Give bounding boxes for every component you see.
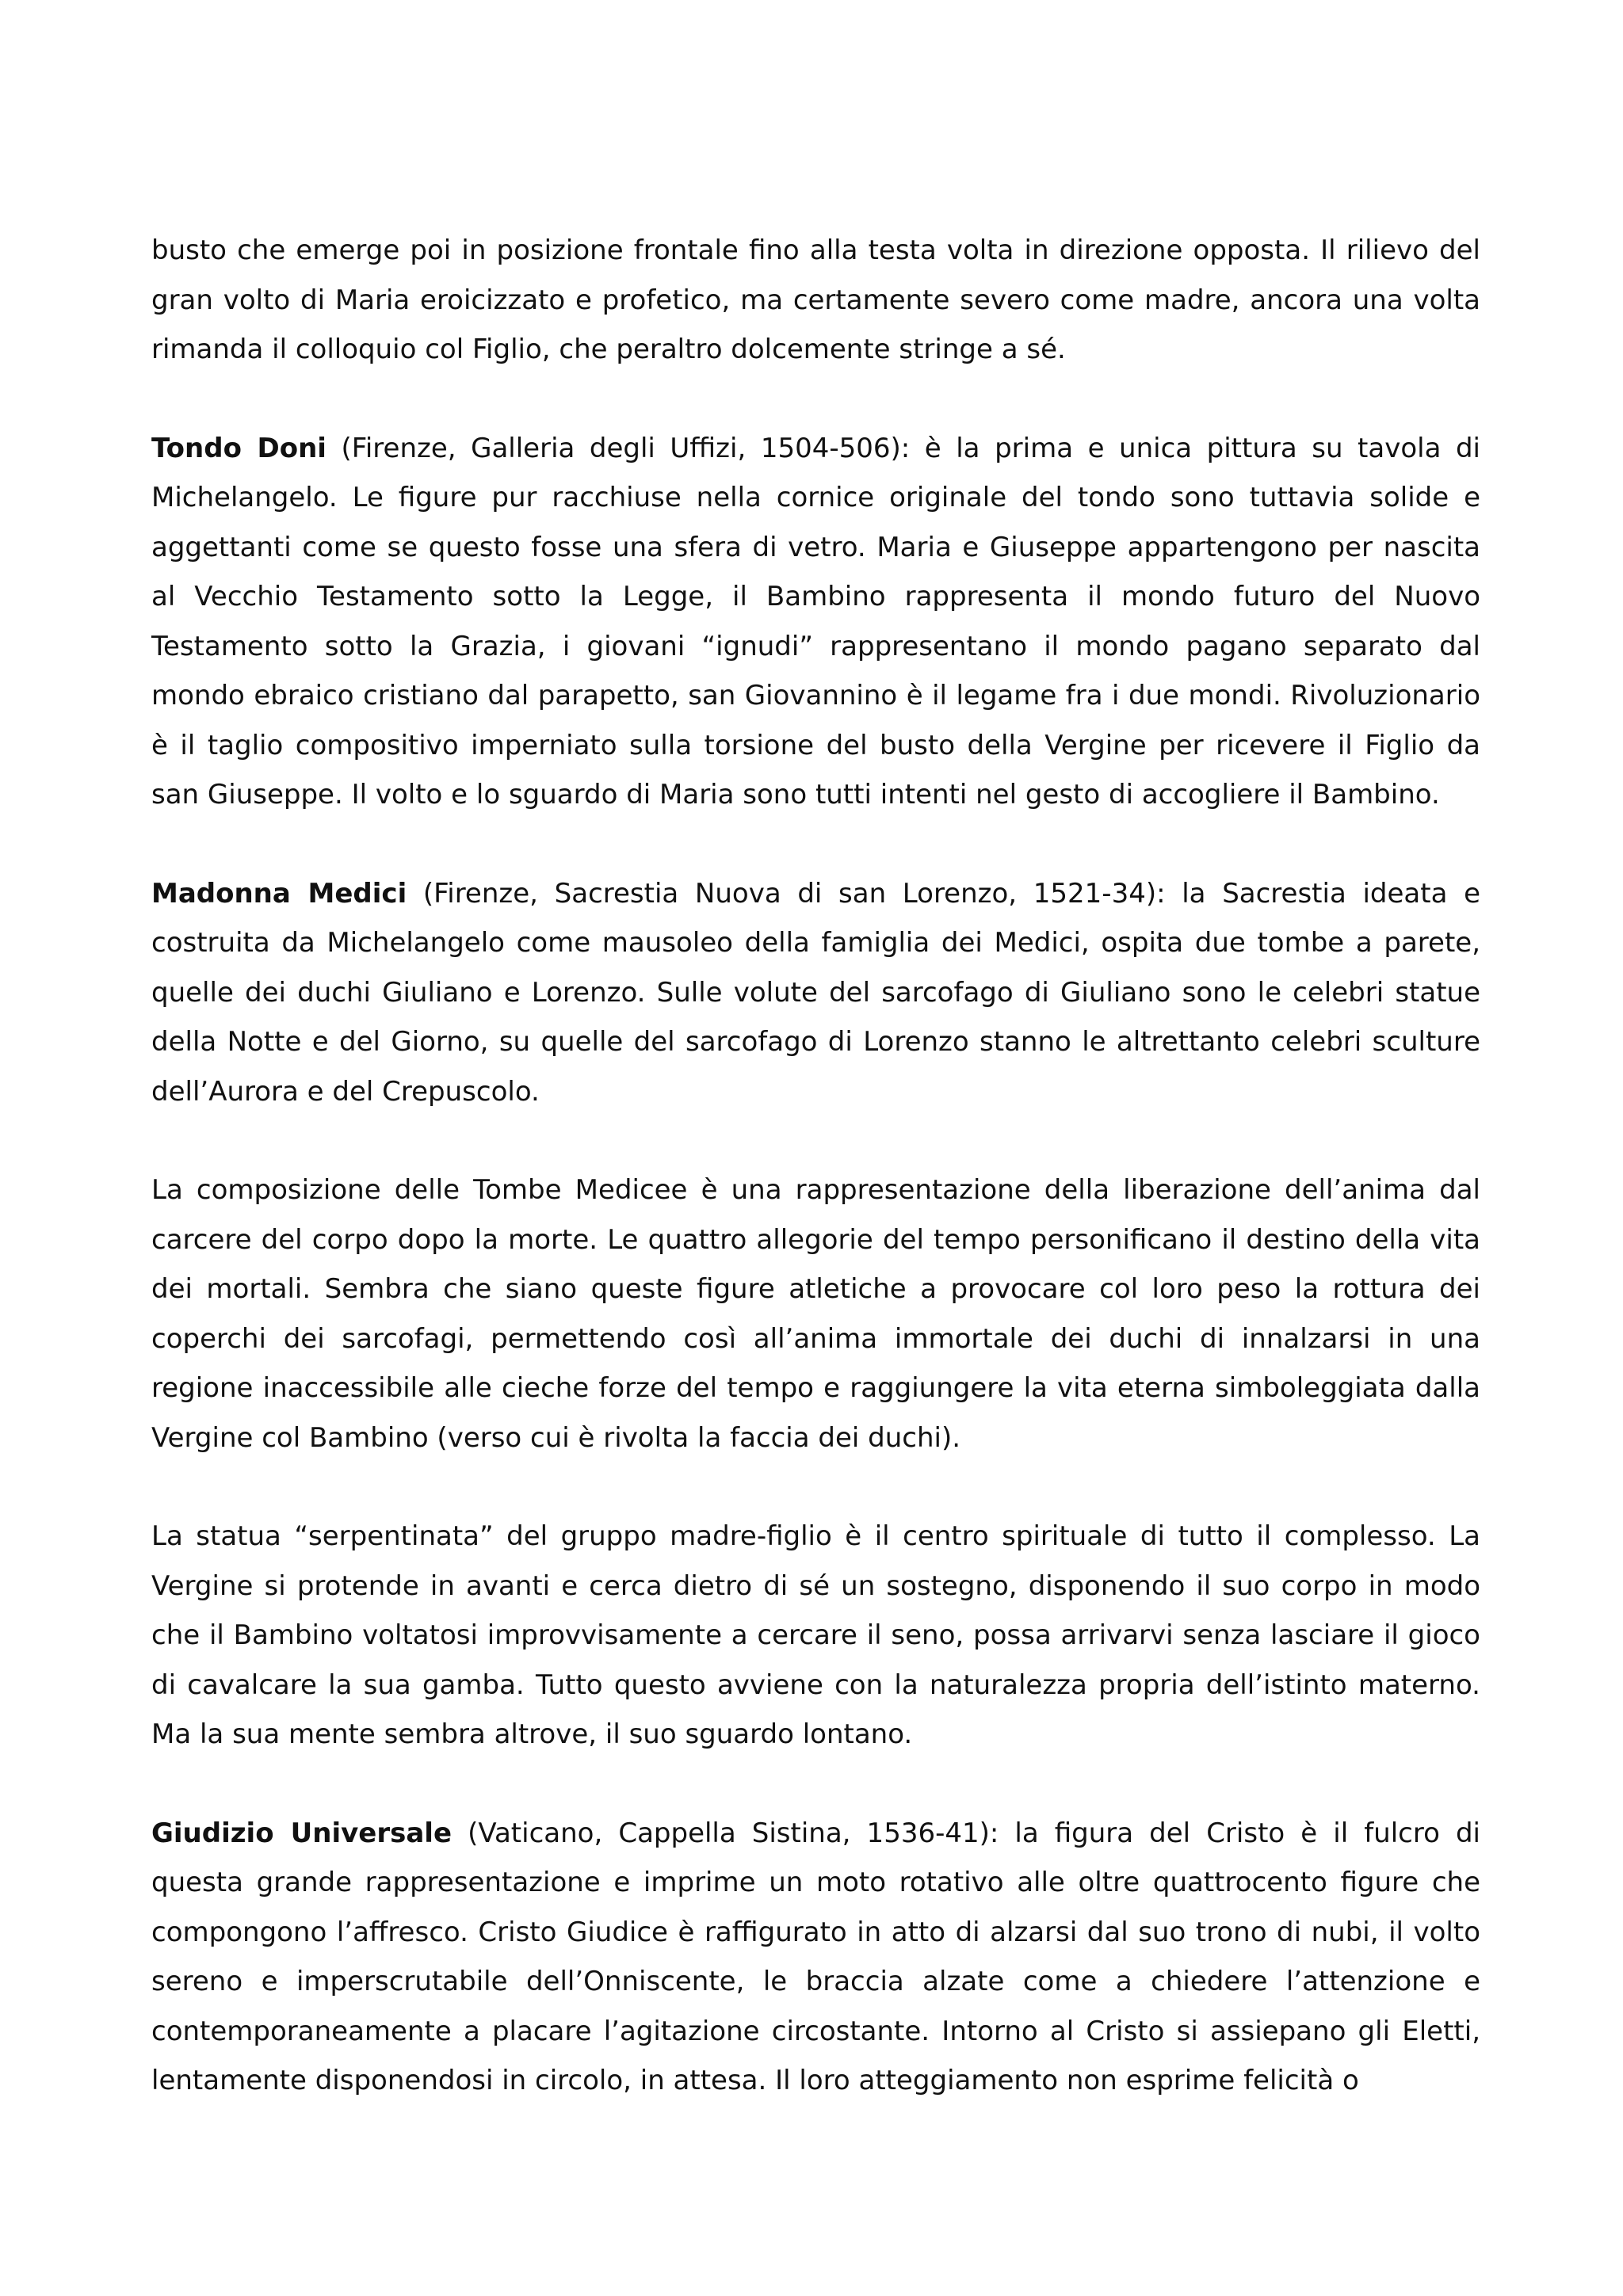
paragraph-tombe-medicee: [151, 1165, 1480, 1463]
paragraph-text: (Firenze, Galleria degli Uffizi, 1504-506): è la prima e unica pittura su tavola di Michelangelo. Le figure pur racchiuse nella cornice originale del tondo sono tuttavia solide e aggettanti come se questo fosse una sfera di vetro. Maria e Giuseppe appartengono per nascita al Vecchio Testamento sotto la Legge, il Bambino rappresenta il mondo futuro del Nuovo Testamento sotto la Grazia, i giovani “ignudi” rappresentano il mondo pagano separato dal mondo ebraico cristiano dal parapetto, san Giovannino è il legame fra i due mondi. Rivoluzionario è il taglio compositivo imperniato sulla torsione del busto della Vergine per ricevere il Figlio da san Giuseppe. Il volto e lo sguardo di Maria sono tutti intenti nel gesto di accogliere il Bambino.: [151, 432, 1480, 810]
paragraph-text: busto che emerge poi in posizione frontale fino alla testa volta in direzione opposta. Il rilievo del gran volto di Maria eroicizzato e profetico, ma certamente severo come madre, ancora una volta rimanda il colloquio col Figlio, che peraltro dolcemente stringe a sé.: [151, 235, 1480, 365]
paragraph-text: La composizione delle Tombe Medicee è una rappresentazione della liberazione dell’anima dal carcere del corpo dopo la morte. Le quattro allegorie del tempo personificano il destino della vita dei mortali. Sembra che siano queste figure atletiche a provocare col loro peso la rottura dei coperchi dei sarcofagi, permettendo così all’anima immortale dei duchi di innalzarsi in una regione inaccessibile alle cieche forze del tempo e raggiungere la vita eterna simboleggiata dalla Vergine col Bambino (verso cui è rivolta la faccia dei duchi).: [151, 1174, 1480, 1454]
paragraph-statua-serpentinata: [151, 1512, 1480, 1760]
paragraph-text: La statua “serpentinata” del gruppo madre-figlio è il centro spirituale di tutto il complesso. La Vergine si protende in avanti e cerca dietro di sé un sostegno, disponendo il suo corpo in modo che il Bambino voltatosi improvvisamente a cercare il seno, possa arrivarvi senza lasciare il gioco di cavalcare la sua gamba. Tutto questo avviene con la naturalezza propria dell’istinto materno. Ma la sua mente sembra altrove, il suo sguardo lontano.: [151, 1520, 1480, 1750]
paragraph-text: (Firenze, Sacrestia Nuova di san Lorenzo, 1521-34): la Sacrestia ideata e costruita da Michelangelo come mausoleo della famiglia dei Medici, ospita due tombe a parete, quelle dei duchi Giuliano e Lorenzo. Sulle volute del sarcofago di Giuliano sono le celebri statue della Notte e del Giorno, su quelle del sarcofago di Lorenzo stanno le altrettanto celebri sculture dell’Aurora e del Crepuscolo.: [151, 877, 1481, 1108]
paragraph-giudizio-universale: [151, 1809, 1480, 2106]
section-heading-madonna-medici: Madonna Medici: [151, 877, 407, 910]
paragraph-text: (Vaticano, Cappella Sistina, 1536-41): la figura del Cristo è il fulcro di questa grande rappresentazione e imprime un moto rotativo alle oltre quattrocento figure che compongono l’affresco. Cristo Giudice è raffigurato in atto di alzarsi dal suo trono di nubi, il volto sereno e imperscrutabile dell’Onniscente, le braccia alzate come a chiedere l’attenzione e contemporaneamente a placare l’agitazione circostante. Intorno al Cristo si assiepano gli Eletti, lentamente disponendosi in circolo, in attesa. Il loro atteggiamento non esprime felicità o: [151, 1817, 1480, 2096]
section-heading-tondo-doni: Tondo Doni: [151, 432, 327, 464]
paragraph-intro-continuation: [151, 226, 1480, 375]
paragraph-tondo-doni: [151, 424, 1480, 820]
section-heading-giudizio-universale: Giudizio Universale: [151, 1817, 453, 1849]
document-body: [151, 226, 1480, 2155]
paragraph-madonna-medici: [151, 869, 1480, 1117]
